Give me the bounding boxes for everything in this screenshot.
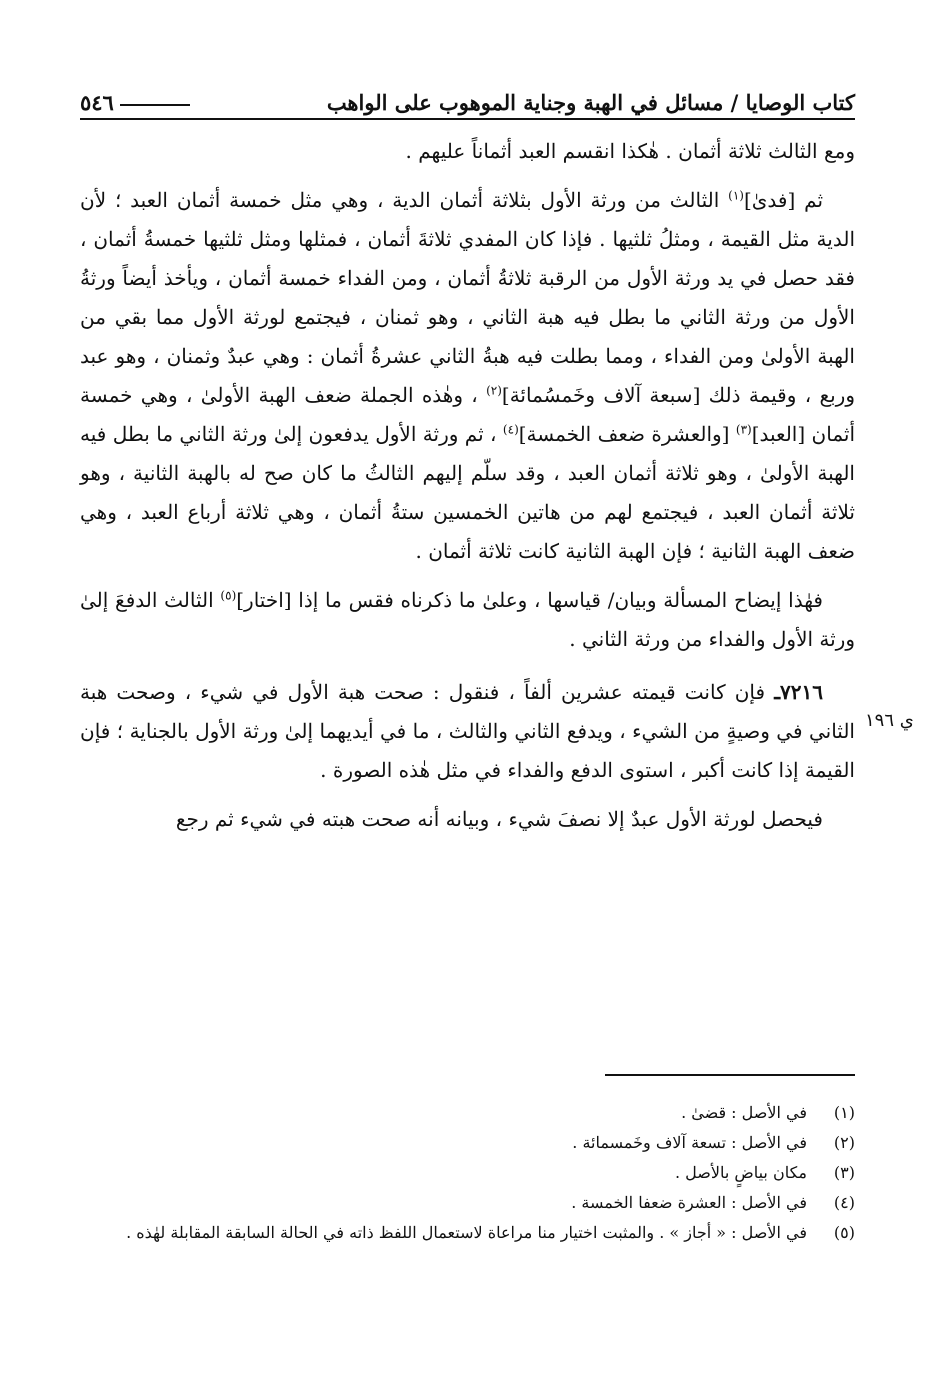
footnote-ref: (٤): [502, 422, 519, 437]
header-rule: [120, 104, 190, 106]
margin-page-reference: ي ١٩٦: [865, 710, 914, 731]
page-number: ٥٤٦: [80, 90, 114, 115]
footnote-number: (٣): [833, 1163, 855, 1182]
footnote-text: في الأصل : تسعة آلاف وخَمسمائة .: [572, 1133, 807, 1152]
footnote: [80, 1218, 855, 1248]
footnote-separator: [605, 1074, 855, 1076]
footnote-ref: (١): [728, 188, 744, 203]
footnote: [80, 1128, 855, 1158]
footnote-text: في الأصل : قضىٰ .: [681, 1103, 807, 1122]
paragraph: ٧٢١٦ـ فإن كانت قيمته عشرين ألفاً ، فنقول : صحت هبة الأول في شيء ، وصحت هبة الثاني في وصيةٍ من الشيء ، ويدفع الثاني والثالث ، ما في أيديهما إلىٰ ورثة الأول بالجناية ؛ فإن القيمة إذا كانت أكبر ، استوى الدفع والفداء في مثل هٰذه الصورة .: [80, 680, 855, 782]
footnote: [80, 1188, 855, 1218]
footnote-ref: (٢): [486, 383, 502, 398]
paragraph: فيحصل لورثة الأول عبدٌ إلا نصفَ شيء ، وبيانه أنه صحت هبته في شيء ثم رجع: [175, 807, 823, 831]
footnote: [80, 1158, 855, 1188]
main-text: [80, 132, 855, 849]
footnote-ref: (٣): [735, 422, 752, 437]
page-number-group: [80, 88, 190, 118]
paragraph: ومع الثالث ثلاثة أثمان . هٰكذا انقسم العبد أثماناً عليهم .: [405, 139, 855, 163]
footnote-number: (٤): [833, 1193, 855, 1212]
footnote-number: (٥): [833, 1223, 855, 1242]
running-header: [80, 84, 855, 120]
footnote: [80, 1098, 855, 1128]
footnote-text: في الأصل : « أجاز » . والمثبت اختيار منا مراعاة لاستعمال اللفظ ذاته في الحالة السابقة المقابلة لهٰذه .: [126, 1223, 807, 1242]
footnote-text: في الأصل : العشرة ضعفا الخمسة .: [571, 1193, 807, 1212]
section-number: ٧٢١٦ـ: [774, 680, 824, 704]
footnote-number: (١): [833, 1103, 855, 1122]
footnote-ref: (٥): [220, 588, 237, 603]
footnote-number: (٢): [833, 1133, 855, 1152]
paragraph: ثم [فدىٰ]$^{(١)}$ الثالث من ورثة الأول بثلاثة أثمان الدية ، وهي مثل خمسة أثمان العبد ؛ لأن الدية مثل القيمة ، ومثلُ ثلثيها . فإذا كان المفدي ثلاثةَ أثمان ، فمثلها ومثل ثلثيها خمسةُ أثمان ، فقد حصل في يد ورثة الأول من الرقبة ثلاثةُ أثمان ، ومن الفداء خمسة أثمان ، ويأخذ أيضاً ورثةُ الأول من ورثة الثاني ما بطل فيه هبة الثاني ، وهو ثمنان ، فيجتمع لورثة الأول مما بقي من الهبة الأولىٰ ومن الفداء ، ومما بطلت فيه هبةُ الثاني عشرةُ أثمان : وهي عبدٌ وثمنان ، وهو عبد وربع ، وقيمة ذلك [سبعة آلاف وخَمسُمائة]$^{(٢)}$ ، وهٰذه الجملة ضعف الهبة الأولىٰ ، وهي خمسة أثمان [العبد]$^{(٣)}$ [والعشرة ضعف الخمسة]$^{(٤)}$ ، ثم ورثة الأول يدفعون إلىٰ ورثة الثاني ما بطل فيه الهبة الأولىٰ ، وهو ثلاثة أثمان العبد ، وقد سلّم إليهم الثالثُ ما كان صح له بالهبة الثانية ، وهو ثلاثة أثمان العبد ، فيجتمع لهم من هاتين الخمسين ستةُ أثمان ، وهي ثلاثة أرباع العبد ، وهي ضعف الهبة الثانية ؛ فإن الهبة الثانية كانت ثلاثة أثمان .: [80, 188, 856, 563]
header-title: كتاب الوصايا / مسائل في الهبة وجناية الموهوب على الواهب: [326, 90, 855, 115]
footnotes: [80, 1098, 855, 1248]
paragraph: فهٰذا إيضاح المسألة وبيان/ قياسها ، وعلىٰ ما ذكرناه فقس ما إذا [اختار]$^{(٥)}$ الثالث الدفعَ إلىٰ ورثة الأول والفداء من ورثة الثاني .: [80, 588, 855, 651]
footnote-text: مكان بياضٍ بالأصل .: [674, 1163, 807, 1182]
